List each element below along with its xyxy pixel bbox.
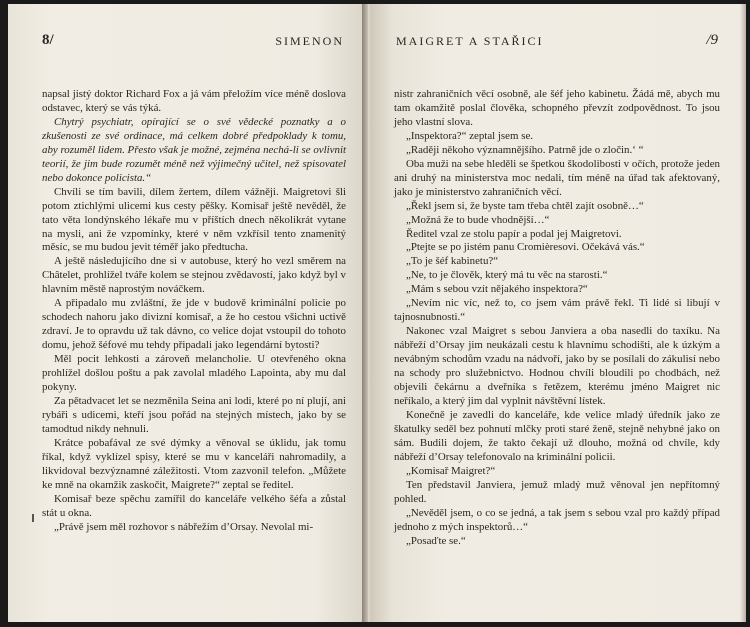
paragraph: Krátce pobafával ze své dýmky a věnoval se úklidu, jak tomu říkal, když vyklízel spisy, které se mu v kanceláři nahromadily, a likvidoval bezvýznamné záležitosti. Vtom zazvonil telefon. „Můžete ke mně na okamžik zaskočit, Maigrete?“ zeptal se ředitel. xyxy=(42,436,346,491)
left-page-text xyxy=(42,88,346,535)
paragraph: „Možná že to bude vhodnější…“ xyxy=(406,213,550,226)
paragraph: „Ne, to je člověk, který má tu věc na starosti.“ xyxy=(406,269,608,282)
open-book xyxy=(8,4,746,622)
paragraph: Chytrý psychiatr, opírající se o své vědecké poznatky a o zkušenosti ze své ordinace, má celkem dobré předpoklady k tomu, aby rozuměl lidem. Přesto však je možné, zejména nechá-li se ovlivnit teorií, že jim bude rozumět méně než výjimečný učitel, než spisovatel nebo dokonce policista.“ xyxy=(42,115,346,184)
paragraph: „Právě jsem měl rozhovor s nábřežím d’Orsay. Nevolal mi- xyxy=(54,520,314,533)
running-head: MAIGRET A STAŘICI xyxy=(396,34,544,48)
paragraph: „Komisař Maigret?“ xyxy=(406,464,496,477)
paragraph: Za pětadvacet let se nezměnila Seina ani lodi, které po ní plují, ani rybáři s udicemi, kteří jsou pořád na stejných místech, jako by se tamodtud nikdy nehnuli. xyxy=(42,394,346,435)
paragraph: napsal jistý doktor Richard Fox a já vám přeložím více méně doslova odstavec, který se vás týká. xyxy=(42,88,346,114)
page-number: /9 xyxy=(706,32,718,48)
paragraph: Ten představil Janviera, jemuž mladý muž věnoval jen nepřítomný pohled. xyxy=(394,478,720,505)
left-page-header xyxy=(8,34,370,52)
paragraph: „Posaďte se.“ xyxy=(406,534,466,547)
paragraph: „Nevěděl jsem, o co se jedná, a tak jsem s sebou vzal pro každý případ jednoho z mých inspektorů…“ xyxy=(394,506,720,533)
paragraph: „Inspektora?“ zeptal jsem se. xyxy=(406,129,533,142)
right-page-text xyxy=(394,88,720,548)
margin-mark xyxy=(32,514,34,522)
paragraph: Nakonec vzal Maigret s sebou Janviera a oba nasedli do taxíku. Na nábřeží d’Orsay jim neukázali cestu k hlavnímu schodišti, ale k úzkým a nevábným schodům vzadu na nádvoří, jako by se posílali do zákulisí nebo na schody pro služebnictvo. Hodnou chvíli bloudili po chodbách, než objevili čekárnu a dveřníka s řetězem, kterému jméno Maigret nic neříkalo, a který jim dal vyplnit návštěvní lístek. xyxy=(394,325,720,407)
right-page xyxy=(370,4,746,622)
paragraph: Ředitel vzal ze stolu papír a podal jej Maigretovi. xyxy=(406,227,622,240)
paragraph: „Nevím nic víc, než to, co jsem vám právě řekl. Ti lidé si libují v tajnosnubnosti.“ xyxy=(394,297,720,324)
running-head: SIMENON xyxy=(275,34,344,48)
paragraph: „Mám s sebou vzít nějakého inspektora?“ xyxy=(406,283,588,296)
paragraph: nistr zahraničních věcí osobně, ale šéf jeho kabinetu. Žádá mě, abych mu tam okamžitě poslal člověka, schopného převzít zodpovědnost. To jsou jeho vlastní slova. xyxy=(394,88,720,128)
right-page-header xyxy=(370,34,746,52)
paragraph: „Řekl jsem si, že byste tam třeba chtěl zajít osobně…“ xyxy=(406,199,644,212)
paragraph: A ještě následujícího dne si v autobuse, který ho vezl směrem na Châtelet, prohlížel tváře kolem se stejnou zvědavostí, jako když byl v hlavním městě naprostým nováčkem. xyxy=(42,255,346,296)
paragraph: Konečně je zavedli do kanceláře, kde velice mladý úředník jako ze škatulky seděl bez pohnutí mlčky proti staré ženě, stejně nehybné jako on sám. Budili dojem, že takto čekají už dlouho, možná od chvíle, kdy nábřeží d’Orsay telefonovalo na kriminální policii. xyxy=(394,408,720,463)
paragraph: „To je šéf kabinetu?“ xyxy=(406,255,499,268)
page-edge xyxy=(740,4,746,622)
paragraph: Měl pocit lehkosti a zároveň melancholie. U otevřeného okna prohlížel došlou poštu a pak zavolal mladého Lapointa, aby mu dal pokyny. xyxy=(42,353,346,394)
page-number: 8/ xyxy=(42,32,54,48)
paragraph: A připadalo mu zvláštní, že jde v budově kriminální policie po schodech nahoru jako divizní komisař, a že ho cestou všichni uctivě zdraví. Je to opravdu už tak dávno, co velice dojat vstoupil do tohoto domu, jehož šéfové mu tehdy připadali jako legendární bytosti? xyxy=(42,297,346,352)
paragraph: Oba muži na sebe hleděli se špetkou škodolibosti v očích, protože jeden ani druhý na ministerstva moc nedali, tím méně na úřad tak afektovaný, jako je ministerstvo zahraničních věcí. xyxy=(394,157,720,198)
paragraph: Komisař beze spěchu zamířil do kanceláře velkého šéfa a zůstal stát u okna. xyxy=(42,492,346,519)
paragraph: „Ptejte se po jistém panu Cromièresovi. Očekává vás.“ xyxy=(406,241,645,254)
paragraph: „Raději někoho významnějšího. Patrně jde o zločin.‘ “ xyxy=(406,143,644,156)
left-page xyxy=(8,4,370,622)
book-gutter xyxy=(362,4,368,622)
paragraph: Chvíli se tím bavili, dílem žertem, dílem vážněji. Maigretovi šli potom ztichlými ulicemi kus cesty pěšky. Komisař ještě nevěděl, že tato věta londýnského lékaře mu v příštích dnech několikrát vytane na mysli, ani že vzpomínky, které v něm vzkřísil tento znamenitý měsíc, se mu budou jevit téměř jako předtucha. xyxy=(42,185,346,254)
